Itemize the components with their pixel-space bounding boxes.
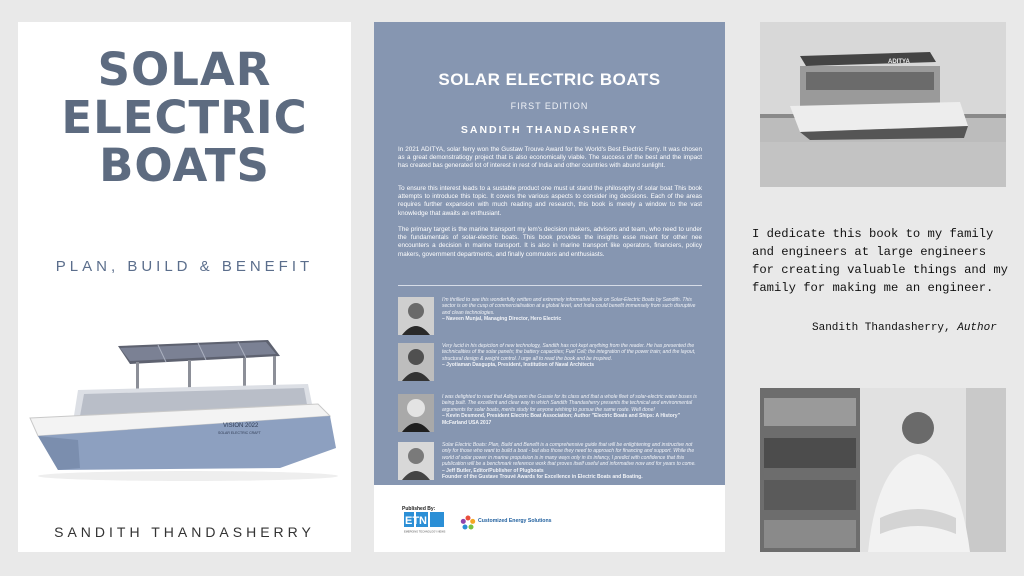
endorsement-attribution-line2: Founder of the Gustave Trouvé Awards for Excellence in Electric Boats and Boating. — [442, 474, 643, 481]
front-cover — [18, 22, 351, 552]
ferry-name-label: ADITYA — [888, 59, 910, 65]
title-line-solar: SOLAR — [97, 43, 272, 96]
endorsement-text — [442, 394, 702, 426]
back-cover-title: SOLAR ELECTRIC BOATS — [438, 70, 661, 89]
endorsement-quote: I was delighted to read that Aditya won the Gussie for its class and that a whole fleet of solar-electric water buses is being built. The excellent and clear way in which Sandith Thandasherry presents the technical and environmental arguments for solar boats, merits study for anyone wishing to pursue the same route. Well done! — [442, 394, 697, 413]
book-subtitle: PLAN, BUILD & BENEFIT — [55, 258, 314, 275]
dedication-signature — [812, 322, 997, 334]
endorser-photo — [398, 343, 434, 381]
endorsement-4 — [398, 442, 702, 482]
title-line-electric: ELECTRIC — [61, 91, 308, 144]
endorser-photo — [398, 394, 434, 432]
endorsement-text — [442, 343, 702, 369]
published-by-label: Published By: — [402, 506, 436, 512]
back-cover — [374, 22, 725, 552]
signature-role: Author — [957, 322, 997, 334]
ces-logo-text: Customized Energy Solutions — [478, 518, 552, 524]
endorsement-quote: I'm thrilled to see this wonderfully written and extremely informative book on Solar-Electric Boats by Sandith. This sector is on the cusp of commercialisation at a global level, and India could benefit immensely from such disruptive and clean technologies. — [442, 297, 696, 316]
endorsement-text — [442, 297, 702, 323]
endorsement-attribution: – Naveen Munjal, Managing Director, Hero Electric — [442, 316, 562, 323]
divider — [398, 285, 702, 286]
aditya-ferry-photo — [760, 22, 1006, 187]
endorsement-quote: Solar Electric Boats: Plan, Build and Benefit is a comprehensive guide that will be enlightening and instructive not only for those who want to build a boat - but also those they need to approach for financing and support. While the world of solar power in marine propulsion is in many ways only in its infancy, I predict with confidence that this publication will be a benchmark reference work that proves itself useful and informative now and for years to come. — [442, 442, 696, 468]
endorsement-attribution: – Jyotiaman Dasgupta, President, Institution of Naval Architects — [442, 362, 595, 369]
edition-label: FIRST EDITION — [510, 101, 589, 111]
endorsement-2 — [398, 343, 702, 383]
blurb-paragraph-1: In 2021 ADITYA, solar ferry won the Gustaw Trouve Award for the World's Best Electric Ferry. It was chosen as a great demonstratiogy project that is also economically viable. The success of the best and the impact has created bas generated lot of interest in rest of India and other countries with abund sunlight. — [398, 146, 702, 170]
etn-logo-text: ETN — [405, 515, 427, 527]
dedication-text: I dedicate this book to my family and engineers at large engineers for creating valuable things and my family for making me an engineer. — [752, 227, 1008, 295]
blurb-paragraph-2: To ensure this interest leads to a sustable product one must ut stand the philosophy of solar boat This book attempts to introduce this topic. It covers the various aspects to consider ing decisions. Each of the areas requires further expansion with much reading and research, this book is merely a window to the vast knowledge that awaits an enthusiant. — [398, 185, 702, 217]
endorsement-1 — [398, 297, 702, 337]
endorser-photo — [398, 442, 434, 480]
solar-boat-illustration — [18, 318, 351, 483]
book-title — [18, 43, 351, 192]
etn-caption: EMERGING TECHNOLOGY NEWS — [404, 530, 446, 534]
boat-hull-label: VISION 2022 — [223, 423, 259, 429]
endorsement-quote: Very lucid in his depiction of new technology, Sandith has not kept anything from the reader. He has presented the technicalities of the solar panels; the battery capacities; Fuel Cell; the integration of the power train; and the layout, structural design & weight control. I urge all to read the book and be inspired. — [442, 343, 696, 362]
back-cover-author: SANDITH THANDASHERRY — [460, 124, 639, 136]
blurb-paragraph-3: The primary target is the marine transport my lem's decision makers, advisors and team, who need to under the fundamentals of solar-electric boats. This book provides the insights esse meant for other nee encounters a decision in marine transport. It is also in marine transport like operators, financiers, policy makers, government departments, and finally commuters and enthusiasts. — [398, 226, 702, 258]
ces-logo — [460, 512, 552, 534]
signature-name: Sandith Thandasherry, — [812, 322, 951, 334]
endorsement-text — [442, 442, 702, 480]
etn-logo — [404, 512, 450, 534]
title-line-boats: BOATS — [99, 139, 270, 192]
endorsement-attribution: – Kevin Desmond, President Electric Boat Association; Author "Electric Boats and Ships: A History" McFarland USA 2017 — [442, 413, 680, 426]
front-cover-author: SANDITH THANDASHERRY — [54, 524, 315, 540]
endorser-photo — [398, 297, 434, 335]
author-photo — [760, 388, 1006, 552]
endorsement-3 — [398, 394, 702, 434]
boat-hull-sublabel: SOLAR ELECTRIC CRAFT — [218, 431, 261, 435]
endorsement-attribution: – Jeff Butler, Editor/Publisher of Plugboats — [442, 467, 544, 474]
